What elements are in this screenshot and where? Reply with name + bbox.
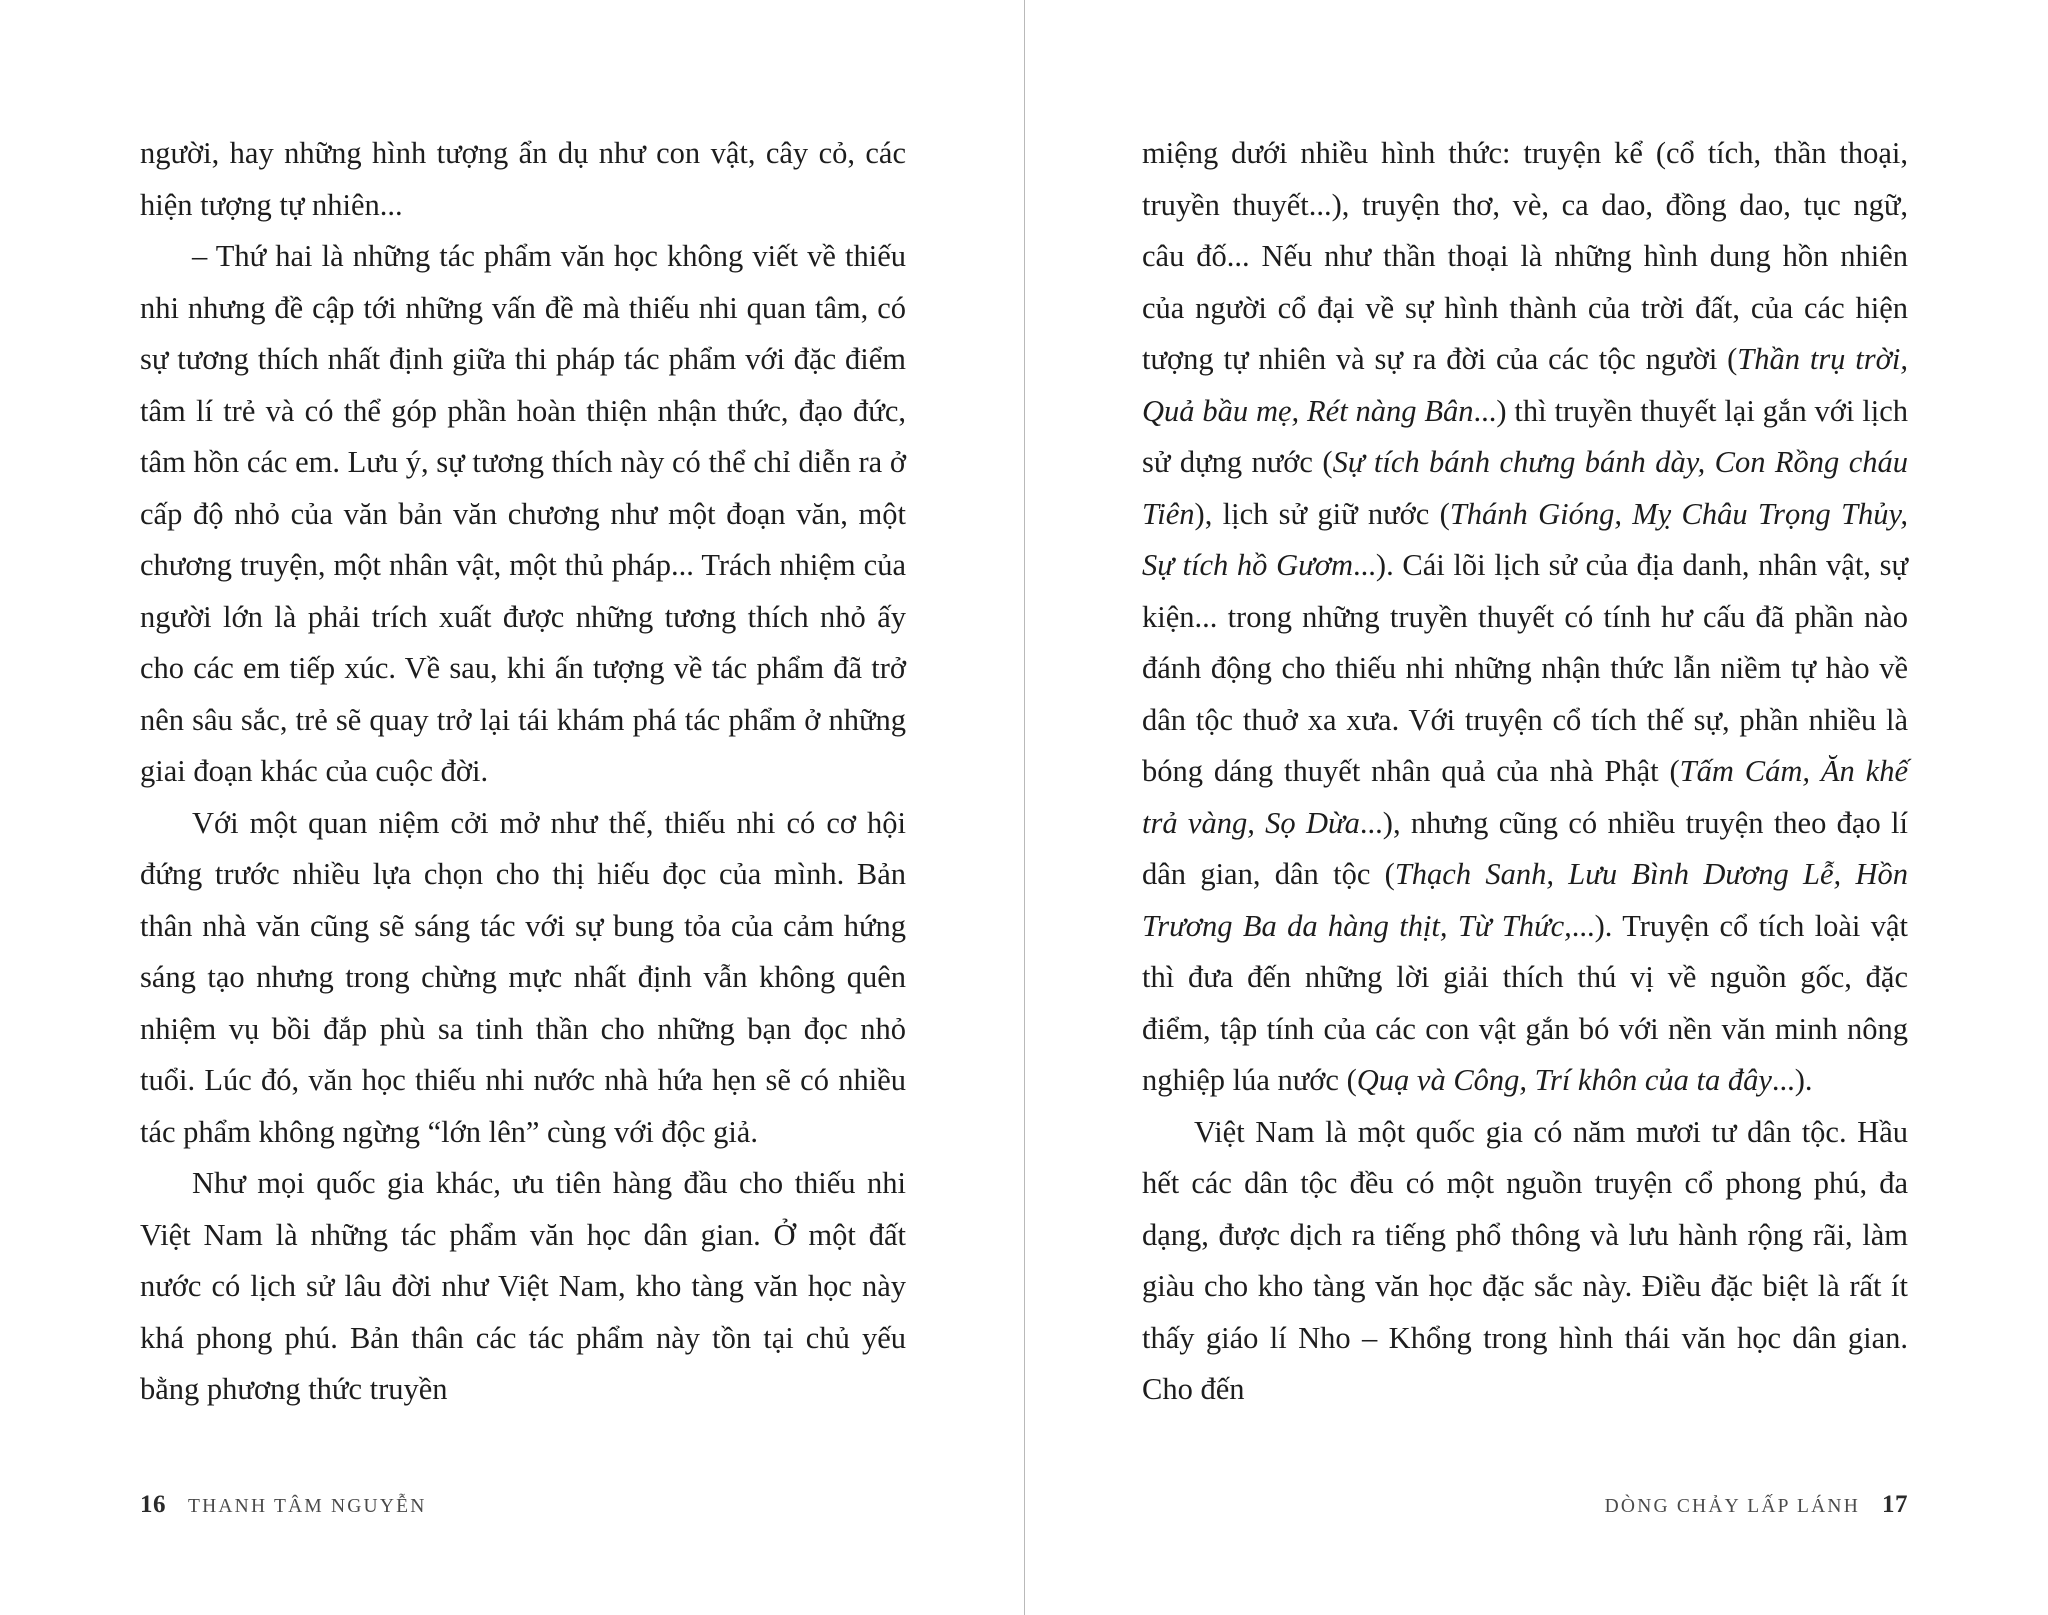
paragraph: người, hay những hình tượng ẩn dụ như con vật, cây cỏ, các hiện tượng tự nhiên...	[140, 136, 906, 222]
left-page-text-block	[140, 128, 906, 1416]
paragraph: Như mọi quốc gia khác, ưu tiên hàng đầu cho thiếu nhi Việt Nam là những tác phẩm văn học dân gian. Ở một đất nước có lịch sử lâu đời như Việt Nam, kho tàng văn học này khá phong phú. Bản thân các tác phẩm này tồn tại chủ yếu bằng phương thức truyền	[140, 1166, 906, 1406]
paragraph: miệng dưới nhiều hình thức: truyện kể (cổ tích, thần thoại, truyền thuyết...), truyện thơ, vè, ca dao, đồng dao, tục ngữ, câu đố... Nếu như thần thoại là những hình dung hồn nhiên của người cổ đại về sự hình thành của trời đất, của các hiện tượng tự nhiên và sự ra đời của các tộc người (Thần trụ trời, Quả bầu mẹ, Rét nàng Bân...) thì truyền thuyết lại gắn với lịch sử dựng nước (Sự tích bánh chưng bánh dày, Con Rồng cháu Tiên), lịch sử giữ nước (Thánh Gióng, Mỵ Châu Trọng Thủy, Sự tích hồ Gươm...). Cái lõi lịch sử của địa danh, nhân vật, sự kiện... trong những truyền thuyết có tính hư cấu đã phần nào đánh động cho thiếu nhi những nhận thức lẫn niềm tự hào về dân tộc thuở xa xưa. Với truyện cổ tích thế sự, phần nhiều là bóng dáng thuyết nhân quả của nhà Phật (Tấm Cám, Ăn khế trả vàng, Sọ Dừa...), nhưng cũng có nhiều truyện theo đạo lí dân gian, dân tộc (Thạch Sanh, Lưu Bình Dương Lễ, Hồn Trương Ba da hàng thịt, Từ Thức,...). Truyện cổ tích loài vật thì đưa đến những lời giải thích thú vị về nguồn gốc, đặc điểm, tập tính của các con vật gắn bó với nền văn minh nông nghiệp lúa nước (Quạ và Công, Trí khôn của ta đây...).	[1142, 136, 1909, 1097]
right-page	[1024, 0, 2048, 1615]
left-page-footer	[140, 1491, 427, 1519]
paragraph: – Thứ hai là những tác phẩm văn học không viết về thiếu nhi nhưng đề cập tới những vấn đề mà thiếu nhi quan tâm, có sự tương thích nhất định giữa thi pháp tác phẩm với đặc điểm tâm lí trẻ và có thể góp phần hoàn thiện nhận thức, đạo đức, tâm hồn các em. Lưu ý, sự tương thích này có thể chỉ diễn ra ở cấp độ nhỏ của văn bản văn chương như một đoạn văn, một chương truyện, một nhân vật, một thủ pháp... Trách nhiệm của người lớn là phải trích xuất được những tương thích nhỏ ấy cho các em tiếp xúc. Về sau, khi ấn tượng về tác phẩm đã trở nên sâu sắc, trẻ sẽ quay trở lại tái khám phá tác phẩm ở những giai đoạn khác của cuộc đời.	[140, 239, 906, 788]
running-head-author: THANH TÂM NGUYỄN	[188, 1496, 427, 1517]
right-page-footer	[1605, 1491, 1908, 1519]
page-number: 17	[1882, 1491, 1908, 1518]
page-number: 16	[140, 1491, 166, 1518]
paragraph: Việt Nam là một quốc gia có năm mươi tư dân tộc. Hầu hết các dân tộc đều có một nguồn truyện cổ phong phú, đa dạng, được dịch ra tiếng phổ thông và lưu hành rộng rãi, làm giàu cho kho tàng văn học đặc sắc này. Điều đặc biệt là rất ít thấy giáo lí Nho – Khổng trong hình thái văn học dân gian. Cho đến	[1142, 1114, 1908, 1406]
right-page-text-block	[1142, 128, 1908, 1416]
running-head-title: DÒNG CHẢY LẤP LÁNH	[1604, 1496, 1860, 1517]
paragraph: Với một quan niệm cởi mở như thế, thiếu nhi có cơ hội đứng trước nhiều lựa chọn cho thị hiếu đọc của mình. Bản thân nhà văn cũng sẽ sáng tác với sự bung tỏa của cảm hứng sáng tạo nhưng trong chừng mực nhất định vẫn không quên nhiệm vụ bồi đắp phù sa tinh thần cho những bạn đọc nhỏ tuổi. Lúc đó, văn học thiếu nhi nước nhà hứa hẹn sẽ có nhiều tác phẩm không ngừng “lớn lên” cùng với độc giả.	[140, 805, 906, 1149]
